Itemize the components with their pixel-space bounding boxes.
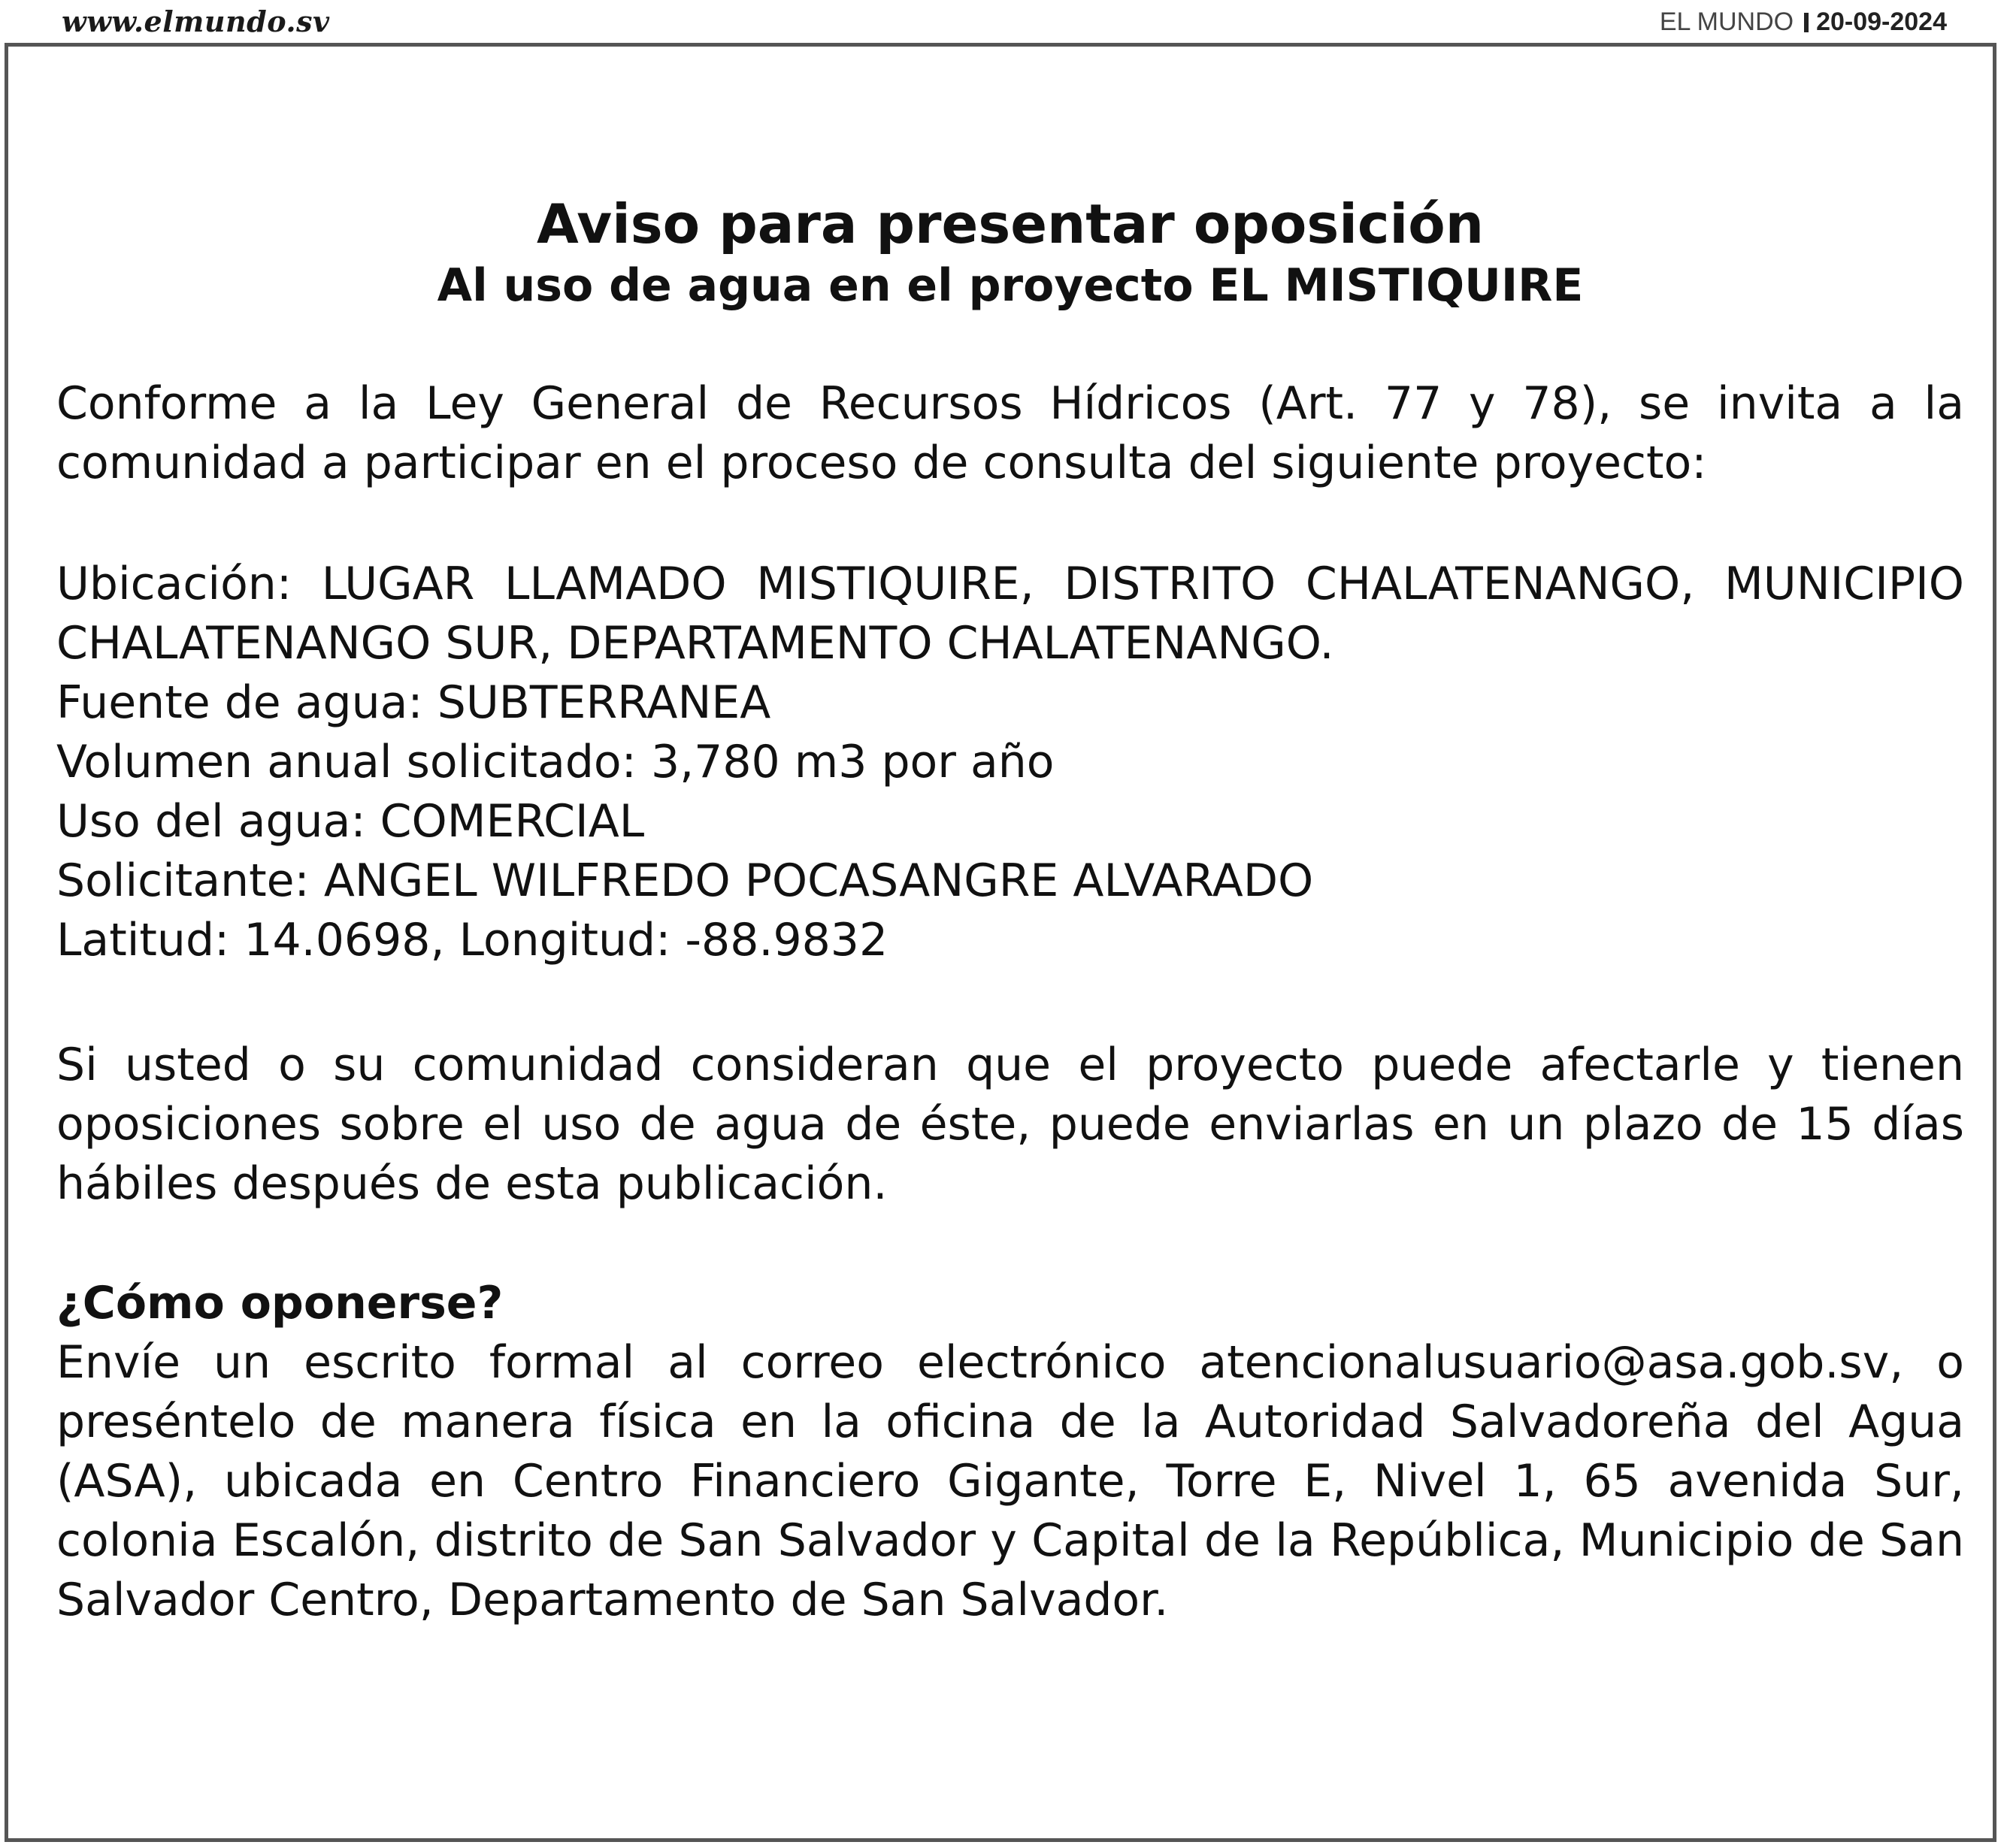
publication-date: 20-09-2024	[1816, 8, 1947, 36]
detail-fuente	[56, 673, 1964, 733]
project-details	[56, 555, 1964, 970]
notice-title: Aviso para presentar oposición	[537, 192, 1484, 256]
paper-meta	[1660, 8, 1947, 37]
solicitante-label: Solicitante:	[56, 854, 310, 907]
ubicacion-value: LUGAR LLAMADO MISTIQUIRE, DISTRITO CHALATENANGO, MUNICIPIO CHALATENANGO SUR, DEPARTAMENTO CHALATENANGO.	[56, 558, 1964, 670]
how-to-oppose-paragraph: Envíe un escrito formal al correo electrónico atencionalusuario@asa.gob.sv, o preséntelo de manera física en la oficina de la Autoridad Salvadoreña del Agua (ASA), ubicada en Centro Financiero Gigante, Torre E, Nivel 1, 65 avenida Sur, colonia Escalón, distrito de San Salvador y Capital de la República, Municipio de San Salvador Centro, Departamento de San Salvador.	[56, 1336, 1964, 1626]
ubicacion-label: Ubicación:	[56, 558, 292, 610]
paper-name: EL MUNDO	[1659, 8, 1794, 36]
longitud-value: -88.9832	[685, 914, 888, 966]
detail-uso	[56, 792, 1964, 851]
latitud-value: 14.0698,	[244, 914, 445, 966]
detail-ubicacion	[56, 555, 1964, 673]
uso-label: Uso del agua:	[56, 795, 366, 848]
uso-value: COMERCIAL	[380, 795, 645, 848]
fuente-label: Fuente de agua:	[56, 676, 423, 729]
longitud-label: Longitud:	[459, 914, 671, 966]
detail-coordinates	[56, 911, 1964, 970]
latitud-label: Latitud:	[56, 914, 230, 966]
volumen-label: Volumen anual solicitado:	[56, 736, 637, 788]
detail-volumen	[56, 733, 1964, 792]
consider-paragraph: Si usted o su comunidad consideran que el proyecto puede afectarle y tienen oposiciones sobre el uso de agua de éste, puede enviarlas en un plazo de 15 días hábiles después de esta publicación.	[56, 1039, 1964, 1210]
separator-bar	[1804, 13, 1809, 32]
fuente-value: SUBTERRANEA	[437, 676, 771, 729]
detail-solicitante	[56, 851, 1964, 911]
solicitante-value: ANGEL WILFREDO POCASANGRE ALVARADO	[323, 854, 1314, 907]
how-to-oppose-heading: ¿Cómo oponerse?	[56, 1277, 504, 1329]
intro-paragraph: Conforme a la Ley General de Recursos Hídricos (Art. 77 y 78), se invita a la comunidad a participar en el proceso de consulta del siguiente proyecto:	[56, 377, 1964, 489]
notice-subtitle: Al uso de agua en el proyecto EL MISTIQUIRE	[437, 259, 1584, 312]
masthead	[0, 0, 2007, 44]
notice-box	[5, 43, 1996, 1842]
volumen-value: 3,780 m3 por año	[650, 736, 1055, 788]
site-url[interactable]: www.elmundo.sv	[62, 5, 330, 38]
